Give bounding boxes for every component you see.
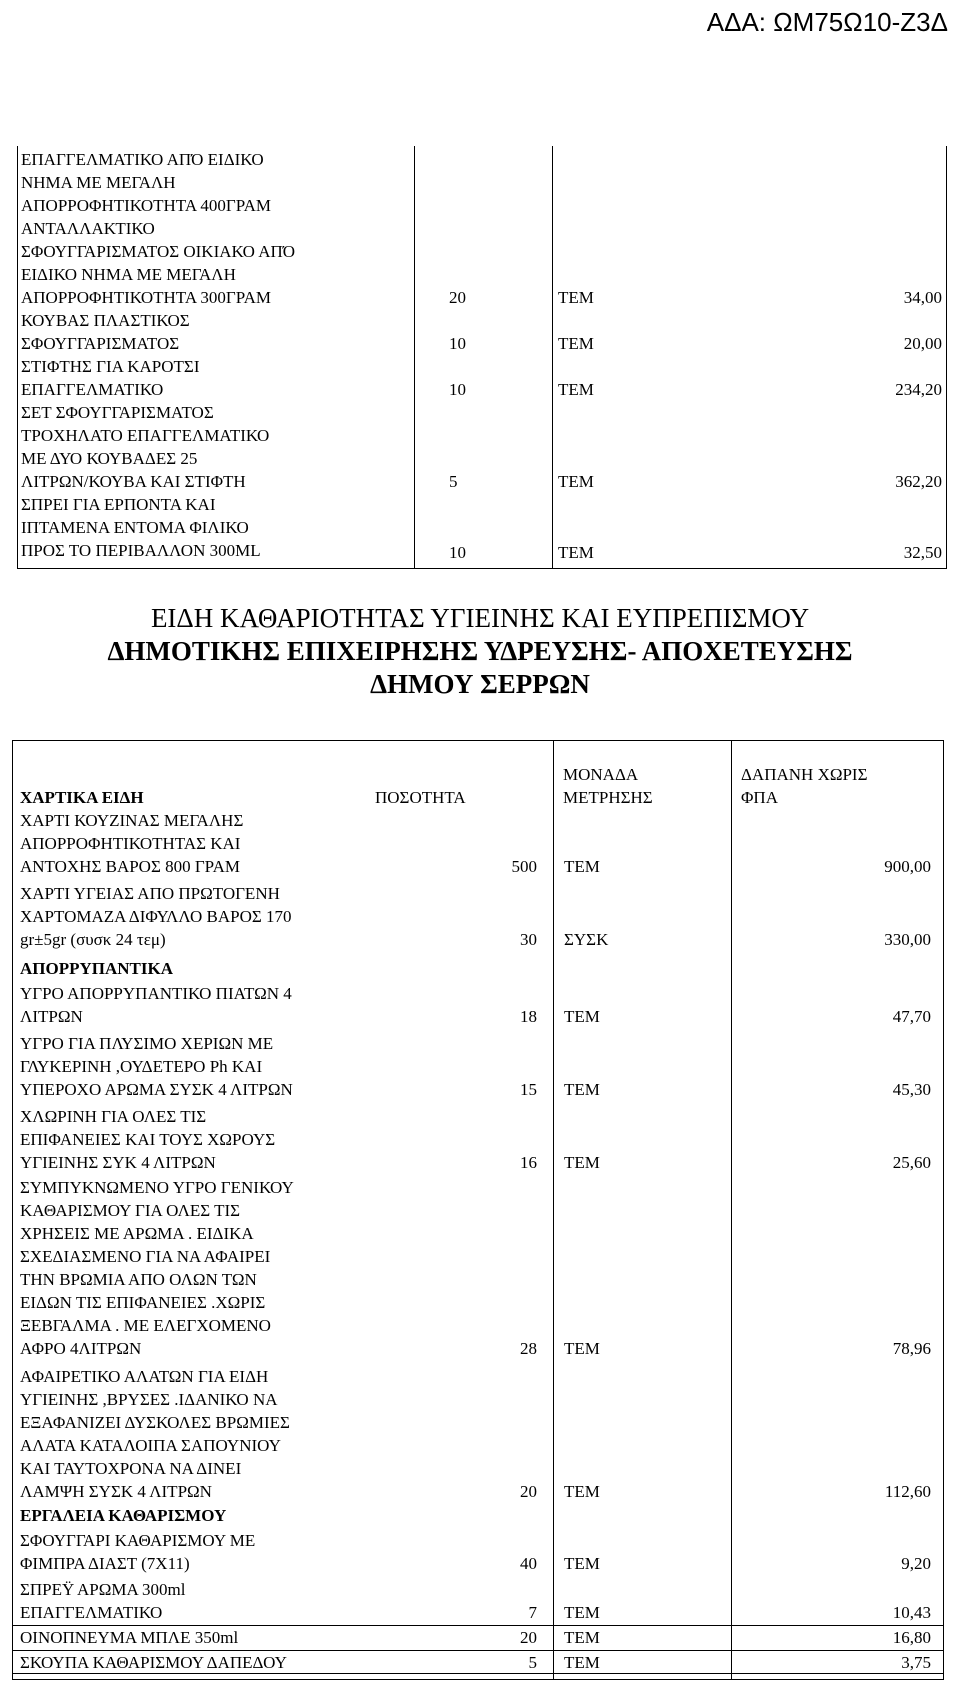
cost: 34,00 [903,288,942,307]
quantity: 18 [520,1007,537,1026]
cost: 112,60 [884,1482,931,1501]
description-line: ΑΛΑΤΑ ΚΑΤΑΛΟΙΠΑ ΣΑΠΟΥΝΙΟΥ [20,1436,281,1455]
description-line: ΚΑΙ ΤΑΥΤΟΧΡΟΝΑ ΝΑ ΔΙΝΕΙ [20,1459,242,1478]
quantity: 5 [528,1653,537,1672]
description-line: ΣΦΟΥΓΓΑΡΙΣΜΑΤΟΣ ΟΙΚΙΑΚΟ ΑΠΌ [21,242,296,261]
table-row [13,493,946,564]
description-line: ΓΛΥΚΕΡΙΝΗ ,ΟΥΔΕΤΕΡΟ Ph ΚΑΙ [20,1057,263,1076]
unit: ΤΕΜ [564,1653,600,1672]
cost: 47,70 [892,1007,931,1026]
description-line: ΥΓΡΟ ΑΠΟΡΡΥΠΑΝΤΙΚΟ ΠΙΑΤΩΝ 4 [20,984,292,1003]
column-divider [552,146,553,568]
description-line: ΣΦΟΥΓΓΑΡΙ ΚΑΘΑΡΙΣΜΟΥ ΜΕ [20,1531,256,1550]
description-line: ΥΓΙΕΙΝΗΣ ΣΥΚ 4 ΛΙΤΡΩΝ [20,1153,216,1172]
section-heading [0,602,960,701]
quantity: 10 [449,380,466,399]
row-divider [13,1673,943,1674]
item-description [13,309,414,355]
table-row [13,355,946,401]
category-title: ΕΡΓΑΛΕΙΑ ΚΑΘΑΡΙΣΜΟΥ [20,1506,227,1525]
supplies-table [12,740,944,1680]
unit: ΤΕΜ [564,1080,600,1099]
description-line: ΤΡΟΧΗΛΑΤΟ ΕΠΑΓΓΕΛΜΑΤΙΚΟ [21,426,270,445]
description-line: ΑΠΟΡΡΟΦΗΤΙΚΟΤΗΤΑ 400ΓΡΑΜ [21,196,272,215]
description-line: ΕΠΑΓΓΕΛΜΑΤΙΚΟ [21,380,164,399]
cost: 9,20 [901,1554,931,1573]
quantity: 5 [449,472,458,491]
header-unit: ΜΟΝΑΔΑ [563,765,639,784]
quantity: 30 [520,930,537,949]
description-line: ΟΙΝΟΠΝΕΥΜΑ ΜΠΛΕ 350ml [20,1628,239,1647]
description-line: ΣΕΤ ΣΦΟΥΓΓΑΡΙΣΜΑΤΟΣ [21,403,214,422]
unit: ΤΕΜ [564,1603,600,1622]
unit: ΤΕΜ [558,288,594,307]
description-line: ΣΚΟΥΠΑ ΚΑΘΑΡΙΣΜΟΥ ΔΑΠΕΔΟΥ [20,1653,287,1672]
unit: ΤΕΜ [564,1628,600,1647]
heading-line-2: ΔΗΜΟΤΙΚΗΣ ΕΠΙΧΕΙΡΗΣΗΣ ΥΔΡΕΥΣΗΣ- ΑΠΟΧΕΤΕΥΣΗΣ [107,636,853,666]
column-divider [553,741,554,1679]
description-line: ΧΑΡΤΙ ΚΟΥΖΙΝΑΣ ΜΕΓΑΛΗΣ [20,811,244,830]
unit: ΣΥΣΚ [564,930,609,949]
description-line: ΚΟΥΒΑΣ ΠΛΑΣΤΙΚΟΣ [21,311,190,330]
cost: 16,80 [892,1628,931,1647]
quantity: 7 [528,1603,537,1622]
description-line: ΠΡΟΣ ΤΟ ΠΕΡΙΒΑΛΛΟΝ 300ML [21,541,261,560]
quantity: 20 [520,1482,537,1501]
unit: ΤΕΜ [564,1554,600,1573]
item-description [13,355,414,401]
item-description [13,401,414,493]
unit: ΤΕΜ [558,472,594,491]
quantity: 16 [520,1153,537,1172]
item-description [13,493,414,562]
cost: 45,30 [892,1080,931,1099]
description-line: ΣΧΕΔΙΑΣΜΕΝΟ ΓΙΑ ΝΑ ΑΦΑΙΡΕΙ [20,1247,271,1266]
quantity: 15 [520,1080,537,1099]
description-line: ΕΠΙΦΑΝΕΙΕΣ ΚΑΙ ΤΟΥΣ ΧΩΡΟΥΣ [20,1130,276,1149]
heading-line-1: ΕΙΔΗ ΚΑΘΑΡΙΟΤΗΤΑΣ ΥΓΙΕΙΝΗΣ ΚΑΙ ΕΥΠΡΕΠΙΣΜΟΥ [150,603,810,633]
description-line: ΥΓΡΟ ΓΙΑ ΠΛΥΣΙΜΟ ΧΕΡΙΩΝ ΜΕ [20,1034,274,1053]
description-line: ΕΙΔΩΝ ΤΙΣ ΕΠΙΦΑΝΕΙΕΣ .ΧΩΡΙΣ [20,1293,266,1312]
column-divider [17,146,18,568]
description-line: ΥΠΕΡΟΧΟ ΑΡΩΜΑ ΣΥΣΚ 4 ΛΙΤΡΩΝ [20,1080,293,1099]
heading-line-3: ΔΗΜΟΥ ΣΕΡΡΩΝ [370,669,590,699]
quantity: 500 [511,857,537,876]
table-row [13,309,946,355]
quantity: 10 [449,334,466,353]
description-line: ΜΕ ΔΥΟ ΚΟΥΒΑΔΕΣ 25 [21,449,198,468]
description-line: ΕΠΑΓΓΕΛΜΑΤΙΚΟ [20,1603,163,1622]
category-title: ΑΠΟΡΡΥΠΑΝΤΙΚΑ [20,959,173,978]
table-continued [13,148,946,564]
unit: ΤΕΜ [564,857,600,876]
ada-code: ΑΔΑ: ΩΜ75Ω10-Ζ3Δ [706,7,948,37]
table-bottom-border [17,568,947,569]
column-divider [946,146,947,568]
description-line: ΣΠΡΕΫ ΑΡΩΜΑ 300ml [20,1580,186,1599]
cost: 234,20 [895,380,942,399]
cost: 32,50 [903,543,942,562]
unit: ΤΕΜ [564,1339,600,1358]
description-line: ΙΠΤΑΜΕΝΑ ΕΝΤΟΜΑ ΦΙΛΙΚΟ [21,518,249,537]
unit: ΤΕΜ [558,334,594,353]
description-line: ΦΙΜΠΡΑ ΔΙΑΣΤ (7Χ11) [20,1554,190,1573]
unit: ΤΕΜ [564,1482,600,1501]
description-line: ΧΛΩΡΙΝΗ ΓΙΑ ΟΛΕΣ ΤΙΣ [20,1107,207,1126]
description-line: ΧΡΗΣΕΙΣ ΜΕ ΑΡΩΜΑ . ΕΙΔΙΚΑ [20,1224,254,1243]
column-divider [731,741,732,1679]
description-line: ΕΙΔΙΚΟ ΝΗΜΑ ΜΕ ΜΕΓΑΛΗ [21,265,236,284]
description-line: ΣΠΡΕΙ ΓΙΑ ΕΡΠΟΝΤΑ ΚΑΙ [21,495,216,514]
header-cost: ΔΑΠΑΝΗ ΧΩΡΙΣ [741,765,868,784]
description-line: ΧΑΡΤΟΜΑΖΑ ΔΙΦΥΛΛΟ ΒΑΡΟΣ 170 [20,907,292,926]
column-divider [414,146,415,568]
quantity: 10 [449,543,466,562]
description-line: ΑΝΤΑΛΛΑΚΤΙΚΟ [21,219,155,238]
quantity: 20 [520,1628,537,1647]
table-row [13,401,946,493]
header-category: ΧΑΡΤΙΚΑ ΕΙΔΗ [20,788,144,807]
description-line: ΞΕΒΓΑΛΜΑ . ΜΕ ΕΛΕΓΧΟΜΕΝΟ [20,1316,271,1335]
description-line: ΕΞΑΦΑΝΙΖΕΙ ΔΥΣΚΟΛΕΣ ΒΡΩΜΙΕΣ [20,1413,290,1432]
cost: 78,96 [892,1339,931,1358]
description-line: ΣΤΙΦΤΗΣ ΓΙΑ ΚΑΡΟΤΣΙ [21,357,200,376]
cost: 362,20 [895,472,942,491]
quantity: 40 [520,1554,537,1573]
unit: ΤΕΜ [558,543,594,562]
quantity: 28 [520,1339,537,1358]
description-line: ΤΗΝ ΒΡΩΜΙΑ ΑΠΟ ΟΛΩΝ ΤΩΝ [20,1270,257,1289]
unit: ΤΕΜ [564,1153,600,1172]
unit: ΤΕΜ [564,1007,600,1026]
description-line: ΑΦΑΙΡΕΤΙΚΟ ΑΛΑΤΩΝ ΓΙΑ ΕΙΔΗ [20,1367,269,1386]
row-divider [13,1650,943,1651]
description-line: gr±5gr (συσκ 24 τεμ) [20,930,166,949]
item-description [13,148,414,309]
description-line: ΑΠΟΡΡΟΦΗΤΙΚΟΤΗΤΑΣ ΚΑΙ [20,834,241,853]
cost: 10,43 [892,1603,931,1622]
table-row [13,148,946,309]
description-line: ΑΠΟΡΡΟΦΗΤΙΚΟΤΗΤΑ 300ΓΡΑΜ [21,288,272,307]
unit: ΤΕΜ [558,380,594,399]
cost: 330,00 [884,930,931,949]
description-line: ΧΑΡΤΙ ΥΓΕΙΑΣ ΑΠΟ ΠΡΩΤΟΓΕΝΗ [20,884,280,903]
description-line: ΛΙΤΡΩΝ/ΚΟΥΒΑ ΚΑΙ ΣΤΙΦΤΗ [21,472,246,491]
description-line: ΛΙΤΡΩΝ [20,1007,83,1026]
cost: 900,00 [884,857,931,876]
cost: 3,75 [901,1653,931,1672]
header-cost: ΦΠΑ [741,788,778,807]
description-line: ΛΑΜΨΗ ΣΥΣΚ 4 ΛΙΤΡΩΝ [20,1482,212,1501]
description-line: ΑΝΤΟΧΗΣ ΒΑΡΟΣ 800 ΓΡΑΜ [20,857,240,876]
description-line: ΝΗΜΑ ΜΕ ΜΕΓΑΛΗ [21,173,176,192]
description-line: ΣΥΜΠΥΚΝΩΜΕΝΟ ΥΓΡΟ ΓΕΝΙΚΟΥ [20,1178,294,1197]
cost: 25,60 [892,1153,931,1172]
header-quantity: ΠΟΣΟΤΗΤΑ [375,788,466,807]
header-unit: ΜΕΤΡΗΣΗΣ [563,788,653,807]
description-line: ΣΦΟΥΓΓΑΡΙΣΜΑΤΟΣ [21,334,180,353]
description-line: ΕΠΑΓΓΕΛΜΑΤΙΚΟ ΑΠΌ ΕΙΔΙΚΟ [21,150,264,169]
quantity: 20 [449,288,466,307]
description-line: ΥΓΙΕΙΝΗΣ ,ΒΡΥΣΕΣ .ΙΔΑΝΙΚΟ ΝΑ [20,1390,278,1409]
description-line: ΑΦΡΟ 4ΛΙΤΡΩΝ [20,1339,142,1358]
row-divider [13,1625,943,1626]
description-line: ΚΑΘΑΡΙΣΜΟΥ ΓΙΑ ΟΛΕΣ ΤΙΣ [20,1201,241,1220]
cost: 20,00 [903,334,942,353]
